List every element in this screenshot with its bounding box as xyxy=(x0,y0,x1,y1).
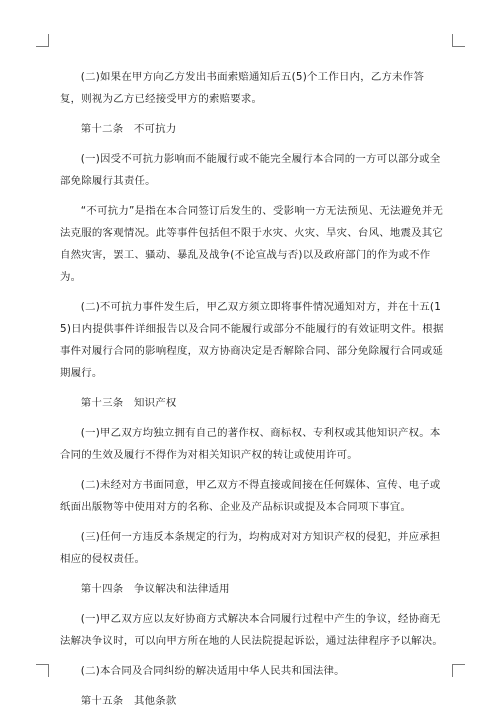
paragraph-14-1: (一)甲乙双方应以友好协商方式解决本合同履行过程中产生的争议，经协商无法解决争议时，可以向甲方所在地的人民法院提起诉讼，通过法律程序予以解决。 xyxy=(60,613,444,647)
crop-mark-bottom-left xyxy=(36,664,49,677)
paragraph-13-2: (二)未经对方书面同意，甲乙双方不得直接或间接在任何媒体、宣传、电子或纸面出版物等中使用对方的名称、企业及产品标识或提及本合同项下事宜。 xyxy=(60,479,441,513)
crop-mark-bottom-right xyxy=(452,664,465,677)
heading-article-13: 第十三条 知识产权 xyxy=(80,397,177,409)
heading-article-15: 第十五条 其他条款 xyxy=(80,695,177,707)
paragraph-11-2: (二)如果在甲方向乙方发出书面索赔通知后五(5)个工作日内，乙方未作答复，则视为乙方已经接受甲方的索赔要求。 xyxy=(60,71,425,105)
paragraph-12-2: (二)不可抗力事件发生后，甲乙双方须立即将事件情况通知对方，并在十五(15)日内提供事件详细报告以及合同不能履行或部分不能履行的有效证明文件。根据事件对履行合同的影响程度，双方协商决定是否解除合同、部分免除履行合同或延期履行。 xyxy=(60,301,444,379)
crop-mark-top-left xyxy=(36,34,49,47)
paragraph-12-1: (一)因受不可抗力影响而不能履行或不能完全履行本合同的一方可以部分或全部免除履行其责任。 xyxy=(60,153,441,187)
paragraph-force-majeure-definition: “不可抗力”是指在本合同签订后发生的、受影响一方无法预见、无法避免并无法克服的客观情况。此等事件包括但不限于水灾、火灾、旱灾、台风、地震及其它自然灾害，罢工、骚动、暴乱及战争(不论宣战与否)以及政府部门的作为或不作为。 xyxy=(60,205,444,283)
heading-article-12: 第十二条 不可抗力 xyxy=(80,123,177,135)
heading-article-14: 第十四条 争议解决和法律适用 xyxy=(80,583,230,595)
paragraph-14-2: (二)本合同及合同纠纷的解决适用中华人民共和国法律。 xyxy=(80,665,345,677)
document-body xyxy=(60,66,444,720)
crop-mark-top-right xyxy=(452,34,465,47)
paragraph-13-3: (三)任何一方违反本条规定的行为，均构成对对方知识产权的侵犯，并应承担相应的侵权责任。 xyxy=(60,531,441,565)
paragraph-13-1: (一)甲乙双方均独立拥有自己的著作权、商标权、专利权或其他知识产权。本合同的生效及履行不得作为对相关知识产权的转让或使用许可。 xyxy=(60,427,441,461)
